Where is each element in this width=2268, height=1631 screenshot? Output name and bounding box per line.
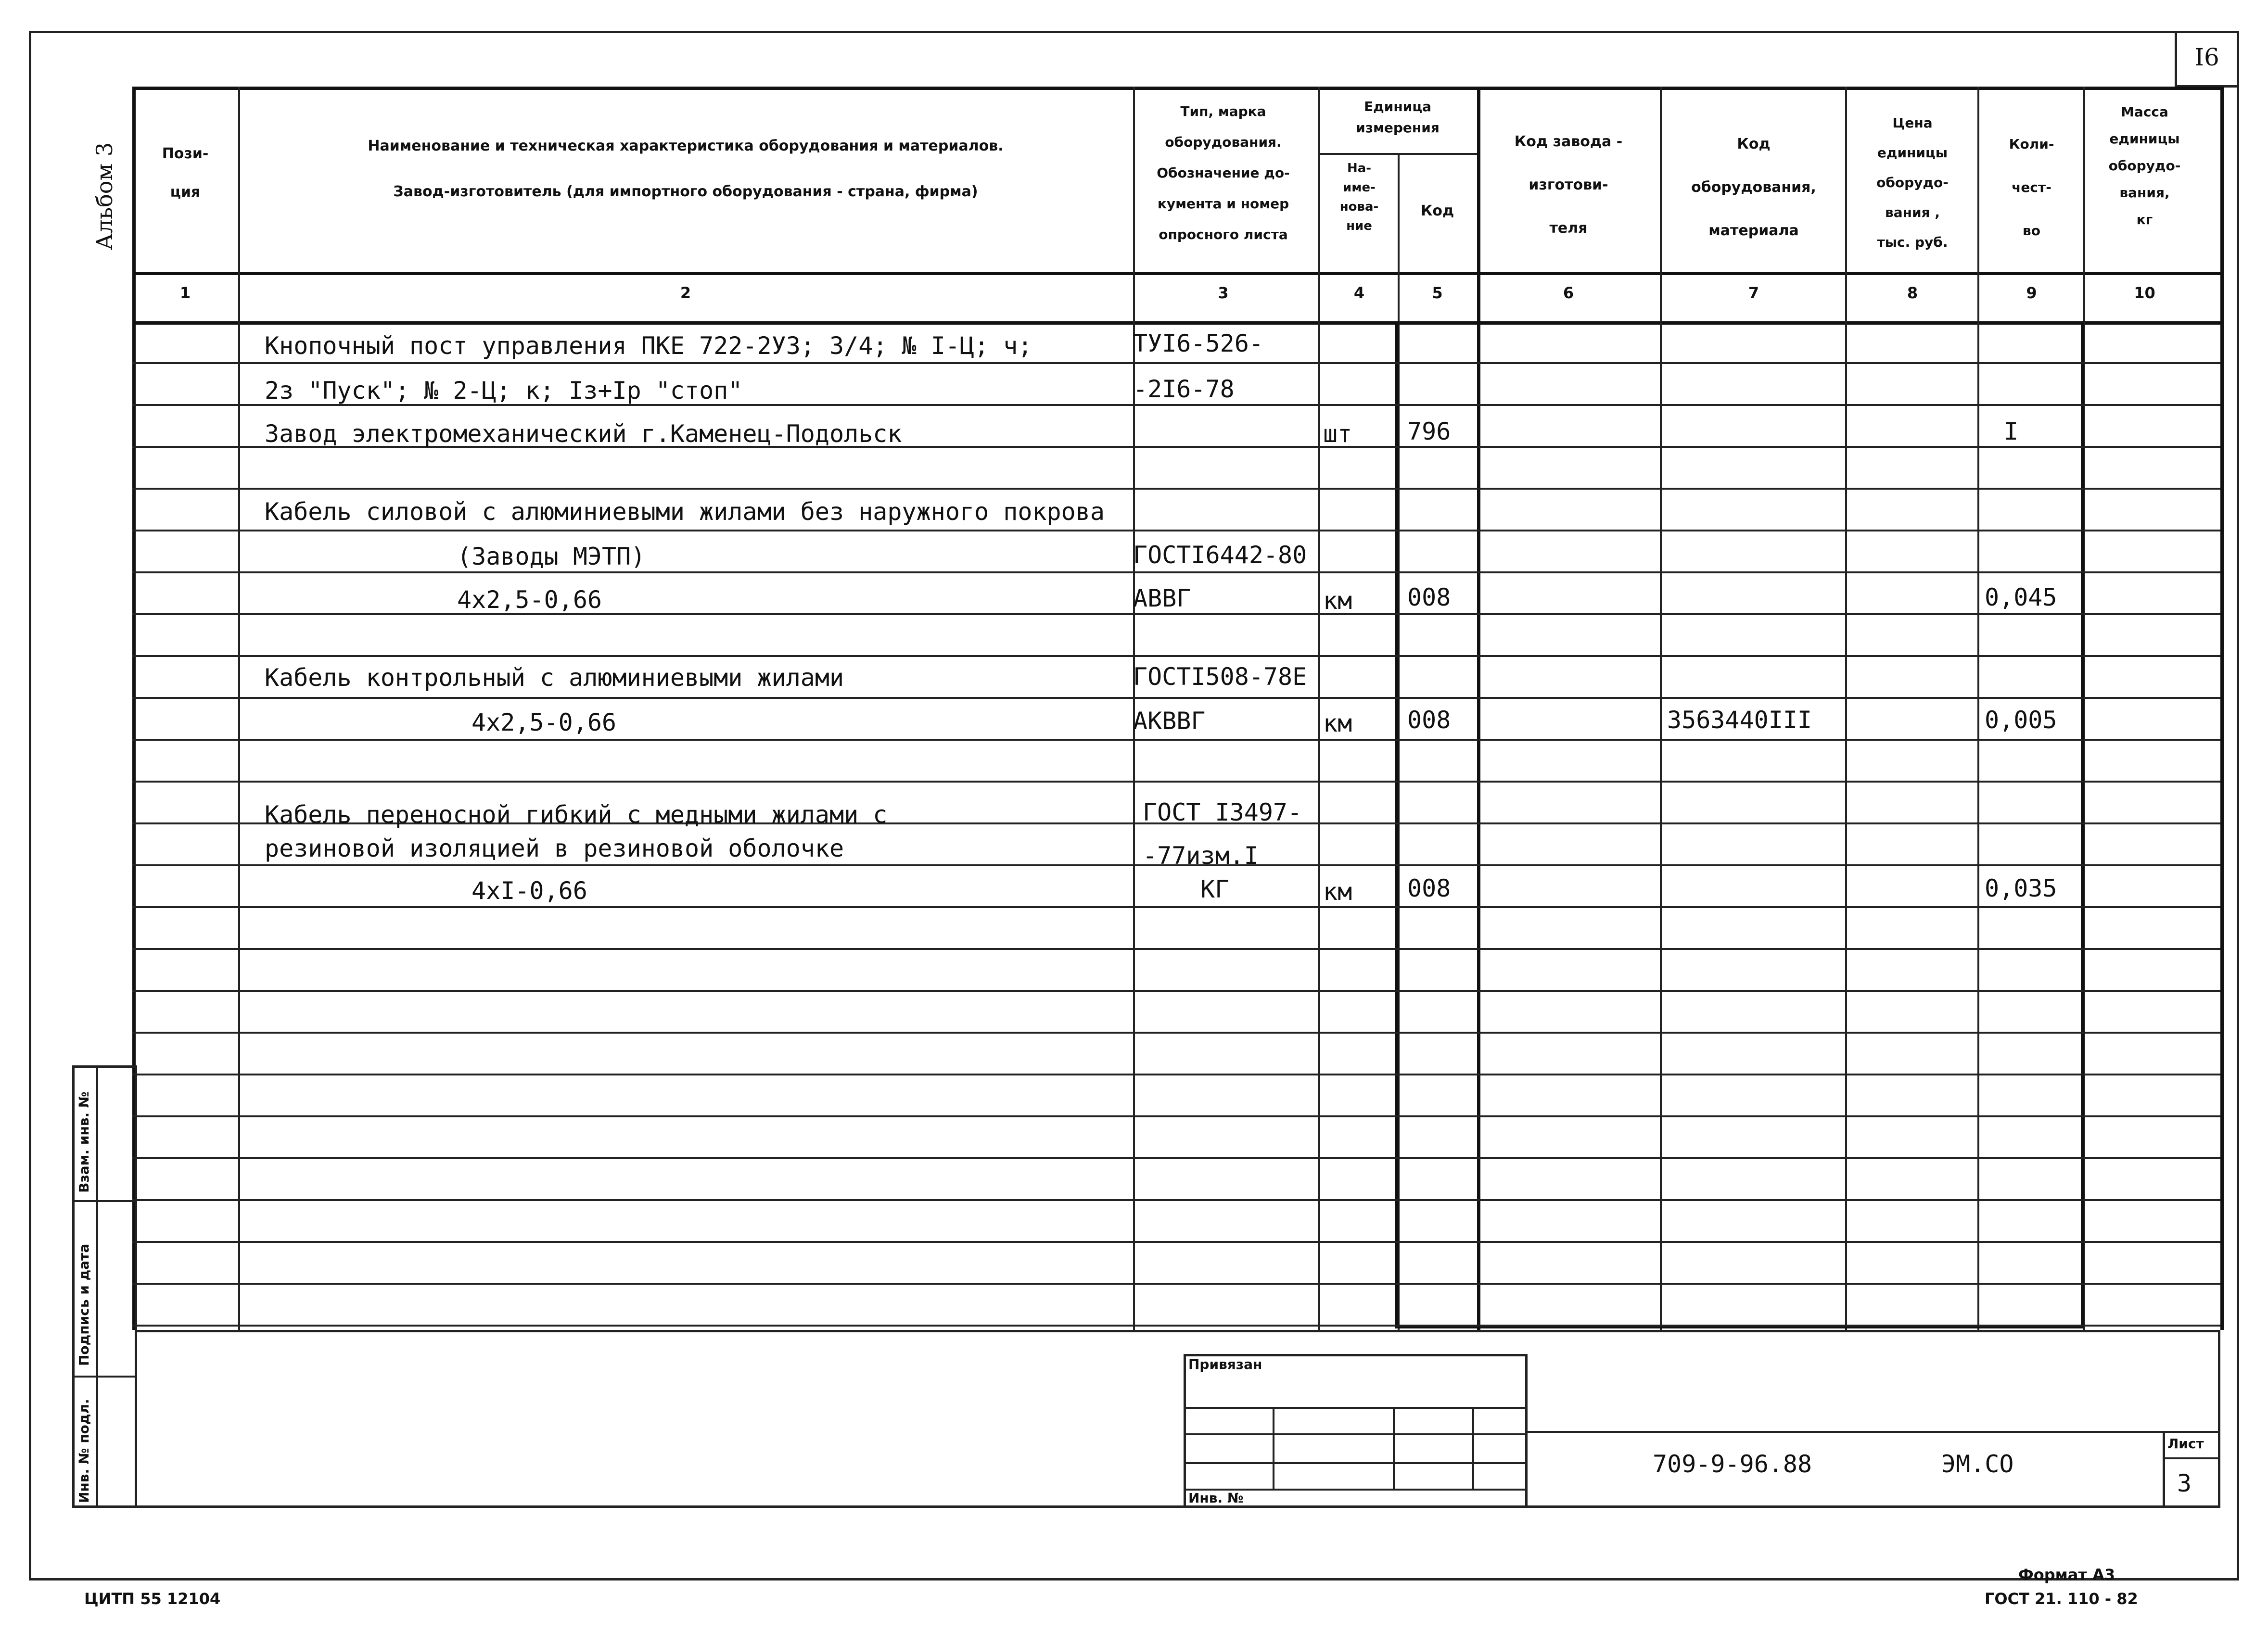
row10-unit: км bbox=[1323, 709, 1352, 737]
table-top-border bbox=[132, 87, 2220, 90]
header-factory-code: Код завода - изготови- теля bbox=[1514, 133, 1623, 237]
footer-gost: ГОСТ 21. 110 - 82 bbox=[1985, 1590, 2138, 1608]
side-stamp-line-2 bbox=[72, 1376, 137, 1378]
column-numbers-bottom-border bbox=[132, 321, 2220, 325]
colnum-3: 3 bbox=[1218, 284, 1229, 302]
header-bottom-border bbox=[132, 272, 2220, 275]
sheet-number: 3 bbox=[2177, 1469, 2192, 1497]
privyazan-vline-3 bbox=[1472, 1407, 1474, 1489]
column-separator-7 bbox=[1845, 87, 1847, 1330]
privyazan-vline-2 bbox=[1393, 1407, 1395, 1489]
privyazan-line-1 bbox=[1184, 1407, 1528, 1409]
row14-name: 4хI-0,66 bbox=[471, 877, 587, 905]
row7-type: АВВГ bbox=[1133, 584, 1191, 612]
row13-name: резиновой изоляцией в резиновой оболочке bbox=[265, 834, 844, 862]
column-separator-6 bbox=[1660, 87, 1662, 1330]
colnum-9: 9 bbox=[2026, 284, 2037, 302]
privyazan-line-3 bbox=[1184, 1462, 1528, 1464]
colnum-8: 8 bbox=[1907, 284, 1918, 302]
privyazan-box bbox=[1184, 1354, 1528, 1508]
header-equipment-code: Код оборудования, материала bbox=[1691, 136, 1816, 239]
row12-type: ГОСТ I3497- bbox=[1143, 798, 1302, 826]
row3-qty: I bbox=[2004, 417, 2019, 445]
corner-page-number: I6 bbox=[2194, 43, 2219, 71]
privyazan-vline-1 bbox=[1273, 1407, 1274, 1489]
side-podpis-label: Подпись и дата bbox=[76, 1243, 92, 1366]
row10-equip-code: 3563440III bbox=[1667, 706, 1812, 734]
doc-code: 709-9-96.88 bbox=[1653, 1450, 1812, 1478]
row12-name: Кабель переносной гибкий с медными жилами с bbox=[265, 801, 888, 829]
sheet-box-divider bbox=[2163, 1457, 2220, 1459]
row1-type: ТУI6-526- bbox=[1133, 329, 1263, 357]
row-line bbox=[132, 781, 2220, 783]
column-separator-8 bbox=[1977, 87, 1979, 1330]
colnum-10: 10 bbox=[2134, 284, 2155, 302]
row-line bbox=[132, 1032, 2220, 1034]
doc-mark: ЭМ.СО bbox=[1941, 1450, 2014, 1478]
row-line bbox=[132, 613, 2220, 615]
footer-format: Формат А3 bbox=[2018, 1566, 2115, 1584]
colnum-1: 1 bbox=[179, 284, 191, 302]
row7-code: 008 bbox=[1407, 583, 1451, 611]
header-mass: Масса единицы оборудо- вания, кг bbox=[2108, 104, 2181, 228]
row6-name: (Заводы МЭТП) bbox=[457, 543, 646, 570]
column-separator-5 bbox=[1477, 87, 1480, 1330]
row10-type: АКВВГ bbox=[1133, 707, 1206, 735]
title-block bbox=[137, 1330, 2220, 1508]
privyazan-line-2 bbox=[1184, 1433, 1528, 1435]
colnum-2: 2 bbox=[680, 284, 691, 302]
header-unit-group: Единица измерения bbox=[1356, 99, 1440, 136]
row5-name: Кабель силовой с алюминиевыми жилами без наружного покрова bbox=[265, 498, 1105, 526]
colnum-6: 6 bbox=[1563, 284, 1574, 302]
row-line bbox=[132, 1157, 2220, 1159]
row3-unit: шт bbox=[1323, 420, 1352, 448]
side-inv-label: Инв. № подл. bbox=[76, 1399, 92, 1503]
row-line bbox=[132, 739, 2220, 741]
row-line bbox=[132, 1115, 2220, 1117]
row14-unit: км bbox=[1323, 878, 1352, 906]
row-line bbox=[132, 488, 2220, 490]
title-doc-topline bbox=[1528, 1431, 2220, 1433]
row-line bbox=[132, 655, 2220, 657]
row-line bbox=[132, 1325, 2220, 1327]
row7-qty: 0,045 bbox=[1985, 583, 2057, 611]
header-price: Цена единицы оборудо- вания , тыс. руб. bbox=[1876, 115, 1949, 250]
row9-name: Кабель контрольный с алюминиевыми жилами bbox=[265, 664, 844, 692]
side-stamp-line-1 bbox=[72, 1200, 137, 1202]
colnum-4: 4 bbox=[1353, 284, 1365, 302]
header-unit-name: На- име- нова- ние bbox=[1339, 161, 1379, 233]
row-line bbox=[132, 990, 2220, 992]
row14-code: 008 bbox=[1407, 874, 1451, 902]
row-line bbox=[132, 948, 2220, 950]
row-line bbox=[132, 1074, 2220, 1075]
column-separator-3 bbox=[1318, 87, 1320, 1330]
row7-name: 4х2,5-0,66 bbox=[457, 586, 602, 614]
row2-name: 2з "Пуск"; № 2-Ц; к; Iз+Iр "стоп" bbox=[265, 377, 743, 405]
header-type: Тип, марка оборудования. Обозначение до- кумента и номер опросного листа bbox=[1157, 103, 1290, 242]
unit-group-divider bbox=[1318, 153, 1477, 155]
side-stamp-divider bbox=[96, 1065, 98, 1508]
row10-name: 4х2,5-0,66 bbox=[471, 708, 617, 736]
header-name-line2: Завод-изготовитель (для импортного оборудования - страна, фирма) bbox=[393, 183, 978, 200]
header-position: Пози- ция bbox=[162, 145, 209, 201]
row7-unit: км bbox=[1323, 587, 1352, 615]
row13-type: -77изм.I bbox=[1143, 842, 1259, 870]
privyazan-label: Привязан bbox=[1188, 1356, 1262, 1372]
table-right-border bbox=[2220, 87, 2224, 1330]
body-bold-right bbox=[2081, 321, 2084, 1328]
row-line bbox=[132, 906, 2220, 908]
sheet-label: Лист bbox=[2167, 1436, 2204, 1452]
row-line bbox=[132, 1199, 2220, 1201]
body-bold-left bbox=[1395, 321, 1399, 1328]
album-label: Альбом 3 bbox=[91, 142, 117, 250]
row-line bbox=[132, 697, 2220, 699]
colnum-5: 5 bbox=[1432, 284, 1443, 302]
column-separator-1 bbox=[238, 87, 240, 1330]
row-line bbox=[132, 1283, 2220, 1285]
footer-ciTP: ЦИТП 55 12104 bbox=[84, 1590, 221, 1608]
row-line bbox=[132, 530, 2220, 531]
row6-type: ГОСТI6442-80 bbox=[1133, 541, 1307, 569]
row2-type: -2I6-78 bbox=[1133, 375, 1235, 403]
row14-type: КГ bbox=[1200, 875, 1230, 903]
header-unit-code: Код bbox=[1420, 202, 1454, 219]
colnum-7: 7 bbox=[1748, 284, 1759, 302]
row-line bbox=[132, 571, 2220, 573]
header-name-line1: Наименование и техническая характеристика оборудования и материалов. bbox=[368, 138, 1004, 154]
row10-qty: 0,005 bbox=[1985, 706, 2057, 734]
row-line bbox=[132, 362, 2220, 364]
side-vzam-label: Взам. инв. № bbox=[76, 1091, 92, 1193]
row10-code: 008 bbox=[1407, 706, 1451, 734]
row1-name: Кнопочный пост управления ПКЕ 722-2УЗ; 3/4; № I-Ц; ч; bbox=[265, 332, 1032, 360]
row3-code: 796 bbox=[1407, 417, 1451, 445]
row3-name: Завод электромеханический г.Каменец-Подольск bbox=[265, 420, 902, 448]
row-line bbox=[132, 1241, 2220, 1243]
row9-type: ГОСТI508-78Е bbox=[1133, 663, 1307, 691]
inv-no-label: Инв. № bbox=[1188, 1490, 1244, 1506]
header-quantity: Коли- чест- во bbox=[2009, 136, 2054, 239]
row14-qty: 0,035 bbox=[1985, 874, 2057, 902]
